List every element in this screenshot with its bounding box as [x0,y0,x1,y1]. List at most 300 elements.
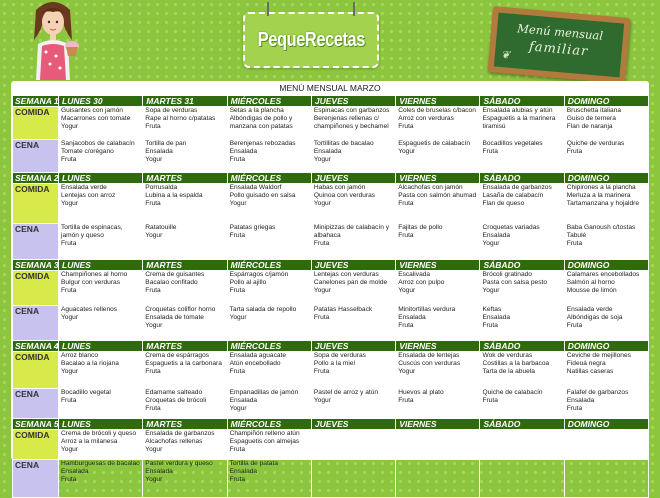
dish-item: Fruta [145,368,161,376]
menu-table [12,95,649,498]
dish-item: Fajitas de pollo [398,224,443,231]
dish-item: Fruta [398,200,414,208]
day-header: MIÉRCOLES [227,419,311,430]
dish-item: Keftas [482,306,502,313]
dish-item: Tortillitas de bacalao [313,140,374,147]
dish-item: Ensalada [398,314,426,322]
dish-item: Ensalada de lentejas [398,352,460,359]
comida-label: COMIDA [13,271,59,306]
day-header: DOMINGO [564,419,648,430]
dish-item: Lasaña de calabacín [482,192,544,200]
dish-item: Fruta [145,287,161,295]
dish-item: Sanjacobos de calabacín [61,140,135,147]
menu-panel [11,81,649,484]
dish-item: Berenjenas rellenas c/ [313,115,380,123]
meal-cell [396,460,480,498]
dish-item: Tarta salada de repollo [229,306,297,313]
dish-item: Crema de guisantes [145,271,205,278]
meal-cell [143,224,227,260]
meal-cell [227,271,311,306]
board-title: Menú mensual [516,21,604,43]
dish-item: Arroz con pulpo [398,279,445,287]
dish-item: Baba Ganoush c/tostas [566,224,636,231]
dish-item: Guiso de ternera [566,115,616,123]
meal-cell [227,224,311,260]
comida-label: COMIDA [13,352,59,389]
dish-item: Yogur [145,232,163,240]
dish-item: Arroz con verduras [398,115,454,123]
dish-item: Yogur [398,368,416,376]
dish-item: champiñones y bechamel [313,123,389,131]
day-header: DOMINGO [564,260,648,271]
day-header: SÁBADO [480,173,564,184]
dish-item: Flan de queso [482,200,525,208]
day-header: DOMINGO [564,341,648,352]
meal-cell [396,271,480,306]
comida-row [13,430,649,460]
meal-cell [311,352,395,389]
meal-cell [311,224,395,260]
meal-cell [227,107,311,140]
dish-item: Ensalada Waldorf [229,184,282,191]
week-label: SEMANA 1 [13,96,59,107]
dish-item: Fruta [61,240,77,248]
dish-item: Fruta [566,148,583,156]
dish-item: Falafel de garbanzos [566,389,629,396]
dish-item: Bocadillos vegetales [482,140,543,147]
dish-item: Fruta [482,148,498,156]
dish-item: Aguacates rellenos [61,306,118,313]
day-header: MARTES [143,341,227,352]
dish-item: Sopa de verduras [313,352,366,359]
dish-item: Bacalao confitado [145,279,198,287]
dish-item: Fruta [566,405,583,413]
day-header: DOMINGO [564,96,648,107]
dish-item: Pasta con salmón ahumad [398,192,477,200]
dish-item: tiramisú [482,123,506,131]
dish-item: Ensalada verde [566,306,613,313]
meal-cell [480,224,564,260]
dish-item: Yogur [313,397,331,405]
dish-item: Yogur [229,200,247,208]
meal-cell [564,306,648,341]
comida-label: COMIDA [13,184,59,224]
meal-cell [311,306,395,341]
dish-item: Hamburguesas de bacalao [61,460,140,467]
day-header: MIÉRCOLES [227,96,311,107]
meal-cell [311,460,395,498]
dish-item: Fruta [482,322,498,330]
meal-cell [396,352,480,389]
dish-item: Fruta [398,123,414,131]
dish-item: Espaguetis con almejas [229,438,300,446]
dish-item: Porrusalda [145,184,178,191]
meal-cell [564,107,648,140]
meal-cell [311,389,395,419]
dish-item: Sopa de verduras [145,107,198,114]
dish-item: Crema de brócoli y queso [61,430,137,437]
dish-item: Ceviche de mejillones [566,352,631,359]
dish-item: Pollo al ajillo [229,279,267,287]
meal-cell [480,184,564,224]
dish-item: Fruta [313,314,330,322]
meal-cell [564,271,648,306]
meal-cell [480,271,564,306]
meal-cell [227,352,311,389]
dish-item: Yogur [313,287,331,295]
meal-cell [143,184,227,224]
dish-item: Yogur [145,446,163,454]
meal-cell [480,389,564,419]
dish-item: Yogur [61,200,78,208]
dish-item: Espaguetis a la marinera [482,115,556,123]
day-header: DOMINGO [564,173,648,184]
dish-item: Alcachofas con jamón [398,184,463,191]
dish-item: Ensalada [229,468,258,476]
comida-label: COMIDA [13,107,59,140]
dish-item: Pollo guisado en salsa [229,192,296,200]
swirl-icon: ❦ [500,48,511,62]
dish-item: Fruta [482,397,498,405]
meal-cell [227,460,311,498]
dish-item: Minitortillas verdura [398,306,456,313]
meal-cell [227,389,311,419]
dish-item: Fruta [145,405,161,413]
dish-item: Ensalada de tomate [145,314,204,322]
comida-row [13,184,649,224]
dish-item: Bocadillo vegetal [61,389,111,396]
dish-item: Huevos al plato [398,389,444,396]
dish-item: Escalivada [398,271,431,278]
meal-cell [59,107,143,140]
meal-cell [59,460,143,498]
dish-item: Pastel verdura y queso [145,460,213,467]
header [0,0,660,80]
cena-row [13,389,649,419]
meal-cell [227,306,311,341]
dish-item: Fruta [145,123,161,131]
menu-title: MENÚ MENSUAL MARZO [279,83,381,93]
dish-item: Yogur [145,322,163,330]
meal-cell [564,140,648,173]
dish-item: Espaguetis a la carbonara [145,360,222,368]
cena-label: CENA [13,140,59,173]
meal-cell [311,107,395,140]
meal-cell [480,306,564,341]
week-header-row [13,96,649,107]
dish-item: Yogur [313,156,331,164]
dish-item: Espinacas con garbanzos [313,107,390,114]
dish-item: Yogur [61,446,78,454]
meal-cell [227,140,311,173]
meal-cell [143,460,227,498]
dish-item: Ensalada aguacate [229,352,287,359]
meal-cell [143,306,227,341]
meal-cell [143,107,227,140]
meal-cell [143,430,227,460]
dish-item: Chipirones a la plancha [566,184,636,191]
dish-item: Canelones pan de molde [313,279,388,287]
day-header: VIERNES [396,173,480,184]
dish-item: Yogur [61,314,78,322]
week-label: SEMANA 5 [13,419,59,430]
dish-item: Edamame salteado [145,389,203,396]
dish-item: Fruta [61,156,77,164]
day-header: MIÉRCOLES [227,173,311,184]
cena-row [13,140,649,173]
dish-item: Fruta [229,476,245,484]
meal-cell [311,140,395,173]
meal-cell [480,430,564,460]
dish-item: Alcachofas rellenas [145,438,203,446]
dish-item: Tortilla de patata [229,460,278,467]
dish-item: Tartamanzana y hojaldre [566,200,639,208]
day-header: MIÉRCOLES [227,260,311,271]
day-header: MARTES 31 [143,96,227,107]
meal-cell [143,271,227,306]
dish-item: Fruta [313,368,330,376]
dish-item: Champiñones al horno [61,271,128,278]
dish-item: Empanadillas de jamón [229,389,299,396]
cena-row [13,460,649,498]
dish-item: Fruta [229,287,245,295]
dish-item: Yogur [229,405,247,413]
dish-item: Crema de espárragos [145,352,210,359]
dish-item: Yogur [145,156,163,164]
dish-item: Yogur [398,148,416,156]
meal-cell [480,107,564,140]
dish-item: Yogur [482,287,500,295]
dish-item: Ensalada [145,148,173,156]
dish-item: Ensalada de garbanzos [145,430,215,437]
dish-item: Bacalao a la riojana [61,360,119,368]
comida-row [13,352,649,389]
dish-item: Guisantes con jamón [61,107,123,114]
day-header: SÁBADO [480,260,564,271]
board-subtitle: familiar [528,39,589,60]
meal-cell [59,140,143,173]
dish-item: Minipizzas de calabacín y [313,224,390,231]
dish-item: Fruta [229,368,245,376]
meal-cell [311,184,395,224]
dish-item: Macarrones con tomate [61,115,131,123]
dish-item: Brócoli gratinado [482,271,532,278]
dish-item: Lentejas con arroz [61,192,116,200]
day-header: SÁBADO [480,341,564,352]
dish-item: Lubina a la espalda [145,192,203,200]
meal-cell [59,224,143,260]
dish-item: Pastel de arroz y atún [313,389,379,396]
comida-row [13,271,649,306]
week-label: SEMANA 4 [13,341,59,352]
day-header: VIERNES [396,419,480,430]
comida-row [13,107,649,140]
dish-item: Ratatouille [145,224,177,231]
dish-item: Fruta [229,156,245,164]
dish-item: Ensalada [566,397,595,405]
meal-cell [59,430,143,460]
day-header: VIERNES [396,260,480,271]
meal-cell [564,352,648,389]
dish-item: Pollo a la miel [313,360,355,368]
day-header: JUEVES [311,173,395,184]
day-header: MARTES [143,419,227,430]
dish-item: Quinoa con verduras [313,192,376,200]
meal-cell [396,184,480,224]
cena-label: CENA [13,460,59,498]
dish-item: Tarta de la abuela [482,368,535,376]
dish-item: Mousse de limón [566,287,617,295]
dish-item: Natillas caseras [566,368,614,376]
dish-item: Bulgur con verduras [61,279,121,287]
meal-cell [143,389,227,419]
day-header: VIERNES [396,96,480,107]
cena-label: CENA [13,306,59,341]
dish-item: Yogur [313,200,331,208]
dish-item: Fruta [61,287,77,295]
dish-item: Fruta [398,397,414,405]
day-header: LUNES [59,260,143,271]
meal-cell [59,271,143,306]
cena-row [13,224,649,260]
dish-item: Fruta [566,240,583,248]
dish-item: Ensalada [145,468,173,476]
week-label: SEMANA 3 [13,260,59,271]
dish-item: Costillas a la barbacoa [482,360,550,368]
meal-cell [59,184,143,224]
dish-item: Cuscús con verduras [398,360,461,368]
dish-item: Patatas Hasselback [313,306,373,313]
dish-item: Ensalada de garbanzos [482,184,552,191]
dish-item: Tomate c/orégano [61,148,114,156]
dish-item: Ensalada [61,468,89,476]
dish-item: Pasta con salsa pesto [482,279,547,287]
dish-item: Setas a la plancha [229,107,284,114]
dish-item: Ensalada verde [61,184,107,191]
comida-label: COMIDA [13,430,59,460]
meal-cell [59,306,143,341]
meal-cell [480,352,564,389]
dish-item: Espárragos c/jamón [229,271,289,278]
meal-cell [396,224,480,260]
meal-cell [59,389,143,419]
dish-item: Yogur [145,476,163,484]
dish-item: Ensalada [482,314,510,322]
dish-item: Fruta [398,322,414,330]
dish-item: Croquetas de brócoli [145,397,207,405]
cena-label: CENA [13,224,59,260]
day-header: LUNES 30 [59,96,143,107]
dish-item: Coles de bruselas c/bacon [398,107,476,114]
dish-item: Atún encebollado [229,360,281,368]
dish-item: manzana con patatas [229,123,293,131]
meal-cell [227,430,311,460]
day-header: MARTES [143,173,227,184]
dish-item: Croquetas variadas [482,224,540,231]
dish-item: Bruschetta italiana [566,107,622,114]
meal-cell [564,224,648,260]
day-header: JUEVES [311,341,395,352]
dish-item: Rape al horno c/patatas [145,115,216,123]
meal-cell [564,184,648,224]
dish-item: Fruta [398,232,414,240]
meal-cell [396,107,480,140]
dish-item: Yogur [229,314,247,322]
cena-label: CENA [13,389,59,419]
week-label: SEMANA 2 [13,173,59,184]
dish-item: Champiñón relleno atún [229,430,300,437]
chalkboard-sign [487,6,630,84]
dish-item: Tortilla de espinacas, [61,224,123,231]
meal-cell [143,140,227,173]
dish-item: Berenjenas rebozadas [229,140,296,147]
dish-item: Yogur [482,240,500,248]
meal-cell [480,460,564,498]
dish-item: Fruta [61,397,77,405]
meal-cell [227,184,311,224]
chef-girl-illustration [22,0,84,80]
week-header-row [13,341,649,352]
dish-item: Yogur [61,368,78,376]
dish-item: Ensalada [229,148,258,156]
logo-text: PequeRecetas [257,28,365,51]
logo-sign [243,12,379,68]
dish-item: Croquetas coliflor horno [145,306,216,313]
meal-cell [396,306,480,341]
day-header: JUEVES [311,260,395,271]
day-header: VIERNES [396,341,480,352]
meal-cell [564,460,648,498]
dish-item: Merluza a la marinera [566,192,631,200]
dish-item: Fruta [313,240,330,248]
meal-cell [396,140,480,173]
dish-item: Tortilla de pan [145,140,187,147]
meal-cell [311,430,395,460]
cena-row [13,306,649,341]
day-header: MIÉRCOLES [227,341,311,352]
dish-item: Habas con jamón [313,184,366,191]
week-header-row [13,173,649,184]
meal-cell [311,271,395,306]
dish-item: Ensalada [229,397,258,405]
dish-item: Fruta [229,446,245,454]
dish-item: Fruta [566,322,583,330]
dish-item: Fruta [229,232,245,240]
day-header: LUNES [59,419,143,430]
day-header: SÁBADO [480,419,564,430]
dish-item: Salmón al horno [566,279,615,287]
dish-item: Tabulé [566,232,587,240]
day-header: JUEVES [311,96,395,107]
day-header: LUNES [59,341,143,352]
dish-item: Wok de verduras [482,352,533,359]
dish-item: Arroz blanco [61,352,99,359]
day-header: LUNES [59,173,143,184]
dish-item: Albóndigas de soja [566,314,623,322]
dish-item: Flan de naranja [566,123,613,131]
day-header: SÁBADO [480,96,564,107]
dish-item: Fruta [61,476,77,484]
dish-item: Espaguetis de calabacín [398,140,471,147]
meal-cell [396,389,480,419]
week-header-row [13,260,649,271]
day-header: MARTES [143,260,227,271]
dish-item: Lentejas con verduras [313,271,379,278]
dish-item: Calamares encebollados [566,271,640,278]
dish-item: Yogur [398,287,416,295]
meal-cell [564,430,648,460]
dish-item: Yogur [61,123,78,131]
